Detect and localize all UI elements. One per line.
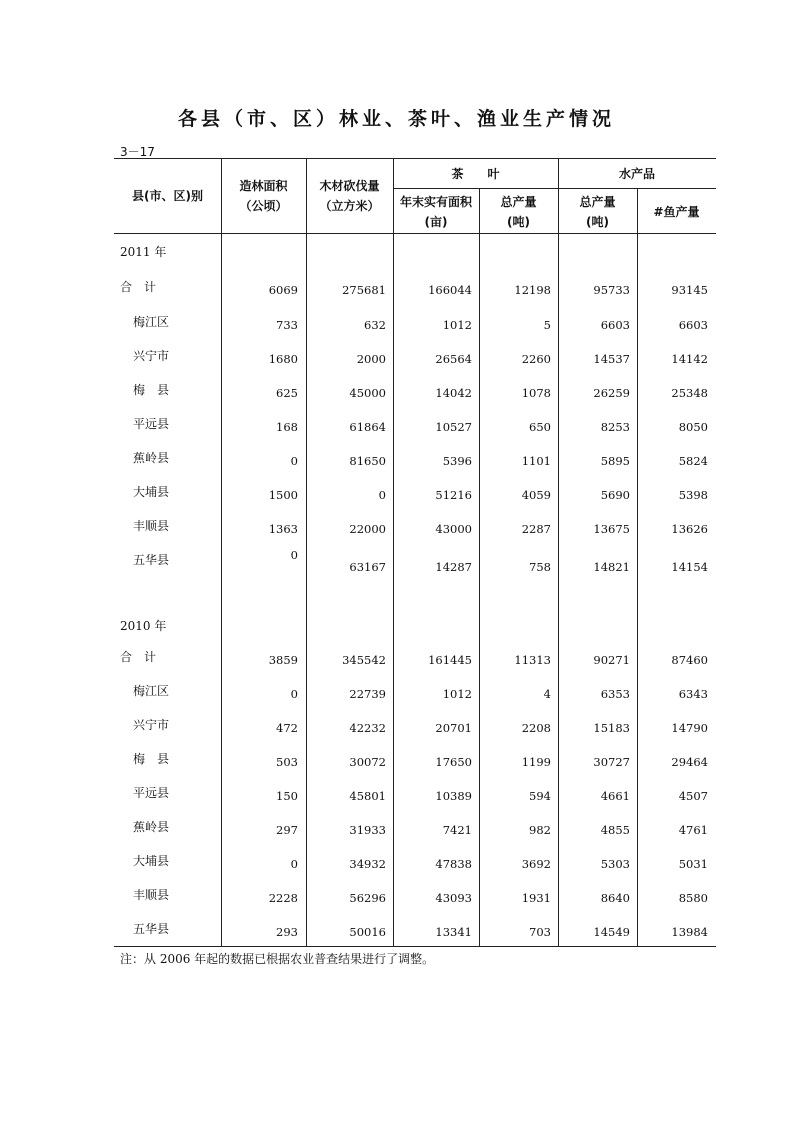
row-value-col-4: 650 — [529, 420, 551, 434]
header-tea-output — [479, 192, 558, 232]
header-timber-unit: （立方米） — [319, 199, 380, 213]
row-value-col-2: 632 — [364, 318, 386, 332]
row-value-col-5: 13675 — [593, 522, 630, 536]
row-label: 五华县 — [133, 922, 170, 936]
row-value-col-2: 0 — [378, 488, 386, 502]
row-value-col-4: 2260 — [521, 352, 551, 366]
row-label: 梅 县 — [133, 383, 170, 397]
row-value-col-5: 4661 — [600, 789, 630, 803]
header-fish-output-label: #鱼产量 — [653, 205, 700, 219]
col-divider-3 — [393, 158, 394, 946]
row-value-col-3: 1012 — [442, 687, 472, 701]
row-label: 梅 县 — [133, 752, 170, 766]
page-title: 各县（市、区）林业、茶叶、渔业生产情况 — [177, 108, 615, 130]
header-aq-output — [558, 192, 637, 232]
row-value-col-3: 47838 — [435, 857, 472, 871]
row-value-col-3: 43000 — [435, 522, 472, 536]
row-label: 兴宁市 — [133, 718, 170, 732]
row-value-col-6: 14154 — [671, 560, 708, 574]
row-value-col-3: 26564 — [435, 352, 472, 366]
row-value-col-4: 703 — [529, 925, 551, 939]
row-value-col-2: 45000 — [349, 386, 386, 400]
header-aq-output-label: 总产量 — [579, 195, 616, 209]
row-value-col-5: 8640 — [600, 891, 630, 905]
col-divider-5 — [558, 158, 559, 946]
row-value-col-2: 275681 — [342, 283, 386, 297]
row-value-col-6: 5398 — [678, 488, 708, 502]
row-value-col-4: 594 — [529, 789, 551, 803]
row-value-col-5: 14821 — [593, 560, 630, 574]
row-value-col-3: 166044 — [428, 283, 472, 297]
row-label: 梅江区 — [133, 684, 170, 698]
row-value-col-5: 14537 — [593, 352, 630, 366]
row-label: 蕉岭县 — [133, 451, 170, 465]
header-tea-output-label: 总产量 — [500, 195, 537, 209]
row-value-col-5: 8253 — [600, 420, 630, 434]
row-value-col-2: 2000 — [356, 352, 386, 366]
row-value-col-4: 4059 — [521, 488, 551, 502]
row-value-col-6: 4761 — [678, 823, 708, 837]
row-value-col-2: 22739 — [349, 687, 386, 701]
row-value-col-5: 90271 — [593, 653, 630, 667]
col-divider-1 — [221, 158, 222, 946]
header-bottom-rule — [114, 233, 716, 234]
row-value-col-1: 0 — [290, 687, 298, 701]
row-value-col-5: 5303 — [600, 857, 630, 871]
row-value-col-3: 7421 — [442, 823, 472, 837]
row-value-col-6: 6343 — [678, 687, 708, 701]
row-value-col-6: 6603 — [678, 318, 708, 332]
row-value-col-3: 1012 — [442, 318, 472, 332]
row-value-col-3: 20701 — [435, 721, 472, 735]
row-label: 合 计 — [120, 650, 157, 664]
header-fish-output — [637, 202, 716, 222]
row-value-col-5: 95733 — [593, 283, 630, 297]
row-value-col-1: 2228 — [268, 891, 298, 905]
row-value-col-1: 6069 — [268, 283, 298, 297]
row-value-col-3: 17650 — [435, 755, 472, 769]
row-value-col-1: 0 — [290, 454, 298, 468]
row-value-col-1: 3859 — [268, 653, 298, 667]
row-value-col-4: 3692 — [521, 857, 551, 871]
row-value-col-3: 13341 — [435, 925, 472, 939]
row-value-col-6: 25348 — [671, 386, 708, 400]
row-value-col-2: 34932 — [349, 857, 386, 871]
row-value-col-4: 2287 — [521, 522, 551, 536]
row-value-col-5: 30727 — [593, 755, 630, 769]
row-label: 蕉岭县 — [133, 820, 170, 834]
row-value-col-4: 1931 — [521, 891, 551, 905]
row-value-col-1: 168 — [276, 420, 298, 434]
row-value-col-3: 14287 — [435, 560, 472, 574]
row-value-col-3: 14042 — [435, 386, 472, 400]
header-timber-label: 木材砍伐量 — [319, 179, 380, 193]
row-value-col-2: 30072 — [349, 755, 386, 769]
header-tea — [393, 164, 558, 184]
row-label: 大埔县 — [133, 854, 170, 868]
header-region — [114, 186, 221, 206]
row-value-col-2: 345542 — [342, 653, 386, 667]
header-tea-label: 茶 叶 — [451, 167, 500, 181]
row-value-col-4: 758 — [529, 560, 551, 574]
row-value-col-2: 42232 — [349, 721, 386, 735]
header-tea-output-unit: (吨) — [507, 215, 530, 229]
row-value-col-1: 733 — [276, 318, 298, 332]
row-value-col-3: 43093 — [435, 891, 472, 905]
row-value-col-6: 8050 — [678, 420, 708, 434]
row-value-col-2: 22000 — [349, 522, 386, 536]
row-label: 梅江区 — [133, 315, 170, 329]
table-top-rule — [114, 158, 716, 159]
row-value-col-6: 8580 — [678, 891, 708, 905]
row-value-col-3: 51216 — [435, 488, 472, 502]
row-label: 丰顺县 — [133, 519, 170, 533]
row-value-col-6: 5031 — [678, 857, 708, 871]
row-value-col-6: 87460 — [671, 653, 708, 667]
row-value-col-2: 45801 — [349, 789, 386, 803]
row-value-col-6: 29464 — [671, 755, 708, 769]
row-value-col-4: 1078 — [521, 386, 551, 400]
row-value-col-2: 81650 — [349, 454, 386, 468]
row-value-col-1: 297 — [276, 823, 298, 837]
row-value-col-5: 6603 — [600, 318, 630, 332]
header-aq-output-unit: (吨) — [586, 215, 609, 229]
row-value-col-4: 12198 — [514, 283, 551, 297]
row-value-col-4: 2208 — [521, 721, 551, 735]
header-timber — [306, 176, 393, 216]
row-value-col-4: 1101 — [521, 454, 551, 468]
row-value-col-6: 93145 — [671, 283, 708, 297]
row-value-col-6: 13626 — [671, 522, 708, 536]
row-value-col-6: 14142 — [671, 352, 708, 366]
row-value-col-2: 31933 — [349, 823, 386, 837]
table-number: 3－17 — [120, 145, 155, 159]
row-value-col-5: 4855 — [600, 823, 630, 837]
row-value-col-4: 4 — [543, 687, 551, 701]
row-value-col-3: 10527 — [435, 420, 472, 434]
row-value-col-2: 63167 — [349, 560, 386, 574]
row-value-col-1: 625 — [276, 386, 298, 400]
footnote: 注：从 2006 年起的数据已根据农业普查结果进行了调整。 — [120, 952, 435, 966]
row-value-col-3: 161445 — [428, 653, 472, 667]
row-label: 丰顺县 — [133, 888, 170, 902]
row-value-col-6: 14790 — [671, 721, 708, 735]
row-value-col-1: 1500 — [268, 488, 298, 502]
header-aquatic — [558, 164, 716, 184]
subheader-rule-tea — [393, 188, 558, 189]
row-value-col-6: 4507 — [678, 789, 708, 803]
row-value-col-1: 0 — [290, 548, 298, 562]
row-label: 大埔县 — [133, 485, 170, 499]
row-value-col-1: 503 — [276, 755, 298, 769]
header-tea-area-label: 年末实有面积 — [399, 195, 472, 209]
row-value-col-1: 0 — [290, 857, 298, 871]
row-value-col-4: 5 — [543, 318, 551, 332]
header-tea-area — [393, 192, 479, 232]
col-divider-4 — [479, 188, 480, 946]
row-value-col-1: 293 — [276, 925, 298, 939]
row-value-col-1: 1363 — [268, 522, 298, 536]
row-value-col-6: 13984 — [671, 925, 708, 939]
header-aquatic-label: 水产品 — [618, 167, 655, 181]
row-value-col-1: 1680 — [268, 352, 298, 366]
row-value-col-4: 982 — [529, 823, 551, 837]
row-label: 平远县 — [133, 786, 170, 800]
header-afforest-label: 造林面积 — [239, 179, 288, 193]
row-value-col-2: 50016 — [349, 925, 386, 939]
row-label: 兴宁市 — [133, 349, 170, 363]
row-value-col-4: 1199 — [521, 755, 551, 769]
row-value-col-5: 5690 — [600, 488, 630, 502]
year-label-2011: 2011 年 — [120, 245, 167, 259]
year-label-2010: 2010 年 — [120, 619, 167, 633]
header-tea-area-unit: (亩) — [424, 215, 448, 229]
col-divider-2 — [306, 158, 307, 946]
header-afforest-unit: （公顷） — [239, 199, 288, 213]
row-value-col-6: 5824 — [678, 454, 708, 468]
row-value-col-5: 14549 — [593, 925, 630, 939]
row-label: 五华县 — [133, 553, 170, 567]
row-value-col-1: 150 — [276, 789, 298, 803]
row-label: 合 计 — [120, 280, 157, 294]
row-value-col-5: 6353 — [600, 687, 630, 701]
row-value-col-3: 5396 — [442, 454, 472, 468]
row-value-col-5: 5895 — [600, 454, 630, 468]
row-value-col-3: 10389 — [435, 789, 472, 803]
header-region-label: 县(市、区)别 — [132, 189, 203, 203]
row-label: 平远县 — [133, 417, 170, 431]
row-value-col-5: 26259 — [593, 386, 630, 400]
row-value-col-1: 472 — [276, 721, 298, 735]
table-bottom-rule — [114, 946, 716, 947]
row-value-col-2: 56296 — [349, 891, 386, 905]
header-afforest — [221, 176, 306, 216]
row-value-col-4: 11313 — [514, 653, 551, 667]
row-value-col-2: 61864 — [349, 420, 386, 434]
row-value-col-5: 15183 — [593, 721, 630, 735]
